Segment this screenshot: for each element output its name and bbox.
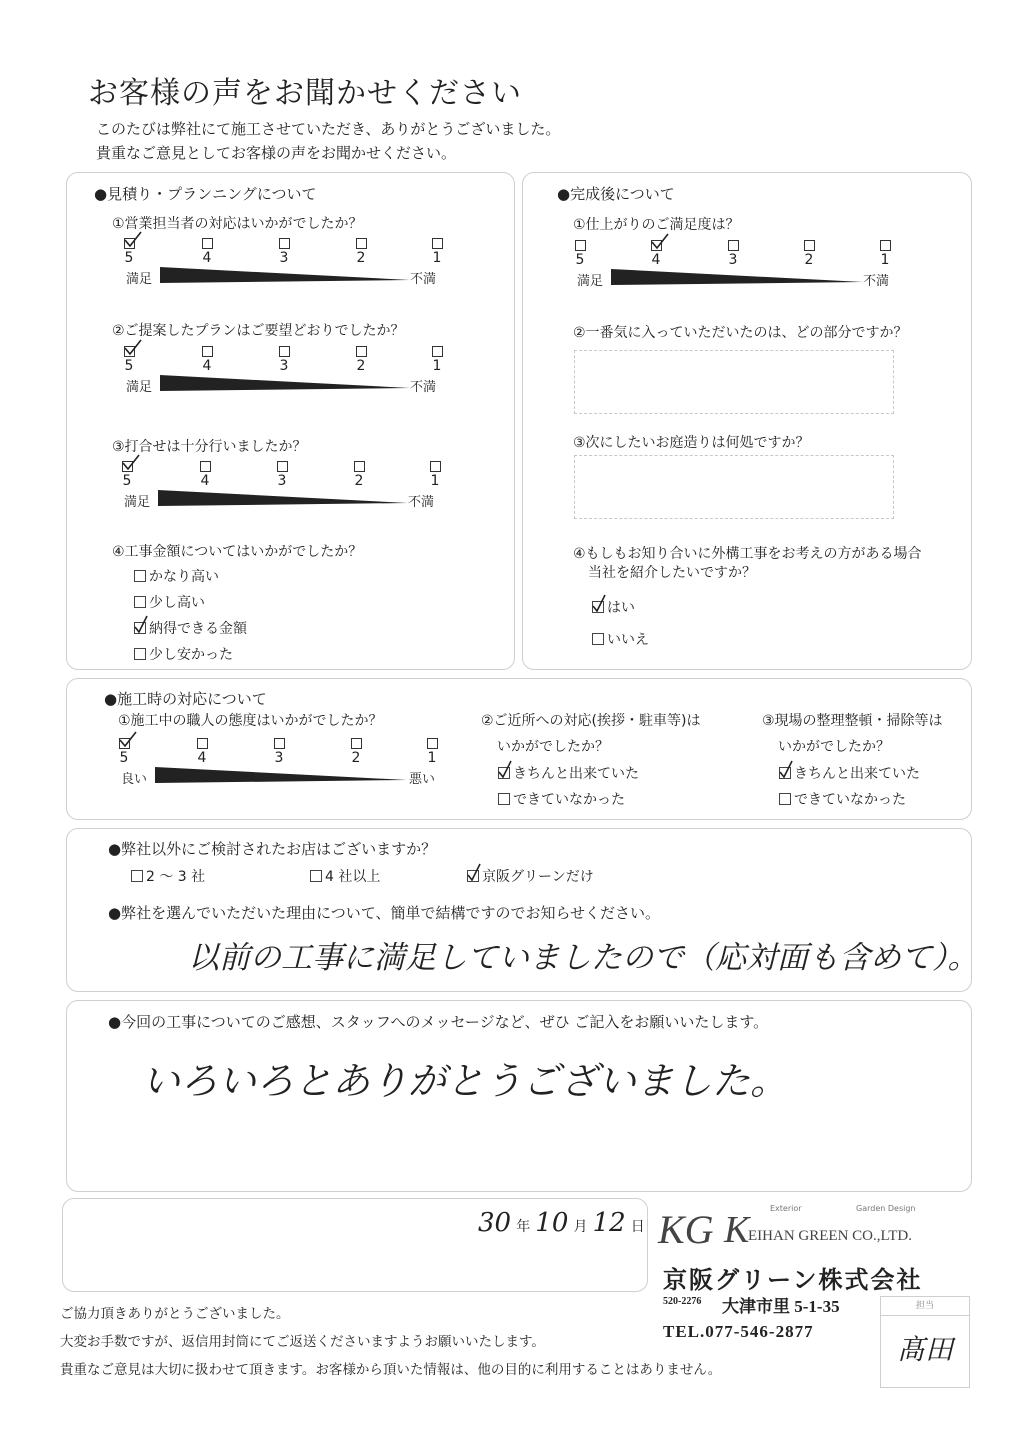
tagline-garden: Garden Design xyxy=(856,1204,916,1213)
tidy-ok-option[interactable]: きちんと出来ていた xyxy=(779,763,920,783)
satisfied-label: 満足 xyxy=(577,274,604,289)
checkbox-checked[interactable] xyxy=(779,767,791,779)
refer-no-option[interactable]: いいえ xyxy=(592,629,649,649)
price-option-2[interactable]: 少し高い xyxy=(134,592,205,612)
date-month: 10 xyxy=(535,1208,569,1238)
reason-heading: ●弊社を選んでいただいた理由について、簡単で結構ですのでお知らせください。 xyxy=(108,904,661,922)
rating-1-label: 1 xyxy=(430,473,440,489)
shops-keihan-only-option[interactable]: 京阪グリーンだけ xyxy=(467,866,594,886)
rating-3-box[interactable] xyxy=(274,738,285,749)
checkmark-icon xyxy=(133,615,149,635)
rating-1-box[interactable] xyxy=(432,238,443,249)
rating-2-label: 2 xyxy=(351,750,361,766)
checkmark-icon xyxy=(497,760,513,780)
page-title: お客様の声をお聞かせください xyxy=(88,76,522,111)
intro-line-1: このたびは弊社にて施工させていただき、ありがとうございました。 xyxy=(96,120,561,138)
after-q2: ②一番気に入っていただいたのは、どの部分ですか？ xyxy=(573,325,908,341)
rating-4-label: 4 xyxy=(202,250,212,266)
estimate-q4: ④工事金額についてはいかがでしたか？ xyxy=(112,544,363,560)
day-label: 日 xyxy=(630,1219,645,1235)
checkmark-icon xyxy=(466,863,482,883)
rating-3-label: 3 xyxy=(728,252,738,268)
checkmark-icon xyxy=(778,760,794,780)
company-en-initial: K xyxy=(724,1209,750,1251)
rating-5-label: 5 xyxy=(575,252,585,268)
intro-line-2: 貴重なご意見としてお客様の声をお聞かせください。 xyxy=(96,144,457,162)
scale-wedge xyxy=(150,490,410,506)
rating-4-label: 4 xyxy=(197,750,207,766)
checkbox[interactable] xyxy=(498,793,510,805)
after-q1-scale[interactable] xyxy=(571,240,901,302)
checkmark-icon xyxy=(120,453,142,475)
rating-5-label: 5 xyxy=(124,358,134,374)
shops-2-3-option[interactable]: 2 ～ 3 社 xyxy=(131,866,205,886)
tagline-exterior: Exterior xyxy=(770,1204,802,1213)
rating-2-box[interactable] xyxy=(804,240,815,251)
neighbors-ng-option[interactable]: できていなかった xyxy=(498,789,625,809)
neighbors-ok-option[interactable]: きちんと出来ていた xyxy=(498,763,639,783)
price-option-1[interactable]: かなり高い xyxy=(134,566,219,586)
estimate-q3-scale[interactable] xyxy=(118,461,448,523)
rating-1-label: 1 xyxy=(427,750,437,766)
next-garden-box[interactable] xyxy=(574,455,894,519)
checkbox-checked[interactable] xyxy=(498,767,510,779)
rating-3-label: 3 xyxy=(279,358,289,374)
rating-3-label: 3 xyxy=(277,473,287,489)
rating-3-box[interactable] xyxy=(279,238,290,249)
rating-3-label: 3 xyxy=(274,750,284,766)
message-answer: いろいろとありがとうございました。 xyxy=(142,1059,789,1103)
staff-name: 髙田 xyxy=(896,1333,953,1366)
company-name-en: EIHAN GREEN CO.,LTD. xyxy=(748,1228,913,1244)
rating-5-label: 5 xyxy=(119,750,129,766)
checkbox[interactable] xyxy=(779,793,791,805)
rating-2-label: 2 xyxy=(356,250,366,266)
rating-3-box[interactable] xyxy=(279,346,290,357)
scale-wedge xyxy=(152,375,412,391)
other-shops-heading: ●弊社以外にご検討されたお店はございますか？ xyxy=(108,840,437,858)
after-q4-line2: 当社を紹介したいですか？ xyxy=(588,565,756,581)
rating-2-box[interactable] xyxy=(354,461,365,472)
rating-2-box[interactable] xyxy=(356,238,367,249)
rating-1-label: 1 xyxy=(880,252,890,268)
date-year: 30 xyxy=(478,1208,512,1238)
rating-4-label: 4 xyxy=(202,358,212,374)
price-option-3[interactable]: 納得できる金額 xyxy=(134,618,247,638)
construction-q1: ①施工中の職人の態度はいかがでしたか？ xyxy=(118,713,383,729)
construction-q2-line2: いかがでしたか？ xyxy=(497,739,609,755)
scale-wedge xyxy=(147,767,409,783)
checkbox-checked[interactable] xyxy=(134,622,146,634)
favorite-part-box[interactable] xyxy=(574,350,894,414)
rating-4-box[interactable] xyxy=(200,461,211,472)
company-logo: KG xyxy=(658,1207,714,1252)
tidy-ng-option[interactable]: できていなかった xyxy=(779,789,906,809)
construction-q2-line1: ②ご近所への対応(挨拶・駐車等)は xyxy=(481,713,701,729)
staff-label: 担当 xyxy=(881,1297,969,1316)
bad-label: 悪い xyxy=(409,772,436,787)
footer-line-3: 貴重なご意見は大切に扱わせて頂きます。お客様から頂いた情報は、他の目的に利用することはありません。 xyxy=(60,1362,722,1378)
estimate-q1: ①営業担当者の対応はいかがでしたか？ xyxy=(112,216,363,232)
reason-answer: 以前の工事に満足していましたので（応対面も含めて）。 xyxy=(188,940,979,976)
staff-box xyxy=(880,1296,970,1388)
satisfied-label: 満足 xyxy=(124,495,151,510)
construction-q3-line2: いかがでしたか？ xyxy=(778,739,890,755)
company-address: 大津市里 5-1-35 xyxy=(722,1297,840,1316)
shops-4-plus-option[interactable]: 4 社以上 xyxy=(310,866,380,886)
estimate-q1-scale[interactable] xyxy=(120,238,450,300)
date-day: 12 xyxy=(592,1208,626,1238)
checkmark-icon xyxy=(591,594,607,614)
scale-wedge xyxy=(152,267,412,283)
rating-5-label: 5 xyxy=(124,250,134,266)
rating-3-box[interactable] xyxy=(728,240,739,251)
rating-4-box[interactable] xyxy=(197,738,208,749)
message-heading: ●今回の工事についてのご感想、スタッフへのメッセージなど、ぜひ ご記入をお願いいたします。 xyxy=(108,1013,769,1031)
rating-1-box[interactable] xyxy=(427,738,438,749)
rating-3-label: 3 xyxy=(279,250,289,266)
checkbox[interactable] xyxy=(310,870,322,882)
year-label: 年 xyxy=(516,1219,531,1235)
date-line xyxy=(478,1208,645,1238)
construction-q3-line1: ③現場の整理整頓・掃除等は xyxy=(762,713,943,729)
rating-5-label: 5 xyxy=(122,473,132,489)
rating-2-box[interactable] xyxy=(356,346,367,357)
rating-1-box[interactable] xyxy=(880,240,891,251)
construction-heading: ●施工時の対応について xyxy=(104,690,267,708)
month-label: 月 xyxy=(573,1219,588,1235)
rating-2-label: 2 xyxy=(354,473,364,489)
checkbox[interactable] xyxy=(134,596,146,608)
rating-4-box[interactable] xyxy=(202,238,213,249)
estimate-q3: ③打合せは十分行いましたか？ xyxy=(112,439,307,455)
checkbox-checked[interactable] xyxy=(467,870,479,882)
footer-line-1: ご協力頂きありがとうございました。 xyxy=(60,1306,290,1322)
rating-1-box[interactable] xyxy=(430,461,441,472)
unsatisfied-label: 不満 xyxy=(863,274,890,289)
checkmark-icon xyxy=(122,230,144,252)
rating-4-label: 4 xyxy=(651,252,661,268)
unsatisfied-label: 不満 xyxy=(410,272,437,287)
footer-line-2: 大変お手数ですが、返信用封筒にてご返送くださいますようお願いいたします。 xyxy=(60,1334,545,1350)
rating-4-box[interactable] xyxy=(202,346,213,357)
unsatisfied-label: 不満 xyxy=(410,380,437,395)
checkbox-checked[interactable] xyxy=(592,601,604,613)
checkmark-icon xyxy=(649,232,671,254)
checkmark-icon xyxy=(117,730,139,752)
checkbox[interactable] xyxy=(134,570,146,582)
good-label: 良い xyxy=(121,772,148,787)
rating-1-label: 1 xyxy=(432,250,442,266)
estimate-q2-scale[interactable] xyxy=(120,346,450,408)
company-name-jp: 京阪グリーン株式会社 xyxy=(663,1268,923,1294)
scale-wedge xyxy=(603,269,865,285)
rating-5-box[interactable] xyxy=(575,240,586,251)
satisfied-label: 満足 xyxy=(126,380,153,395)
refer-yes-option[interactable]: はい xyxy=(592,597,635,617)
construction-q1-scale[interactable] xyxy=(115,738,445,800)
estimate-q2: ②ご提案したプランはご要望どおりでしたか？ xyxy=(112,323,405,339)
checkmark-icon xyxy=(122,338,144,360)
company-tel: TEL.077-546-2877 xyxy=(663,1322,814,1341)
rating-2-label: 2 xyxy=(804,252,814,268)
rating-3-box[interactable] xyxy=(277,461,288,472)
checkbox[interactable] xyxy=(592,633,604,645)
rating-1-label: 1 xyxy=(432,358,442,374)
rating-2-box[interactable] xyxy=(351,738,362,749)
rating-4-label: 4 xyxy=(200,473,210,489)
after-q1: ①仕上がりのご満足度は？ xyxy=(573,217,740,233)
after-q4-line1: ④もしもお知り合いに外構工事をお考えの方がある場合 xyxy=(573,546,922,562)
after-heading: ●完成後について xyxy=(557,185,675,203)
unsatisfied-label: 不満 xyxy=(408,495,435,510)
checkbox[interactable] xyxy=(131,870,143,882)
estimate-heading: ●見積り・プランニングについて xyxy=(94,185,317,203)
rating-2-label: 2 xyxy=(356,358,366,374)
company-postal: 520-2276 xyxy=(663,1296,702,1307)
price-option-4[interactable]: 少し安かった xyxy=(134,644,233,664)
rating-1-box[interactable] xyxy=(432,346,443,357)
after-q3: ③次にしたいお庭造りは何処ですか？ xyxy=(573,435,810,451)
checkbox[interactable] xyxy=(134,648,146,660)
satisfied-label: 満足 xyxy=(126,272,153,287)
